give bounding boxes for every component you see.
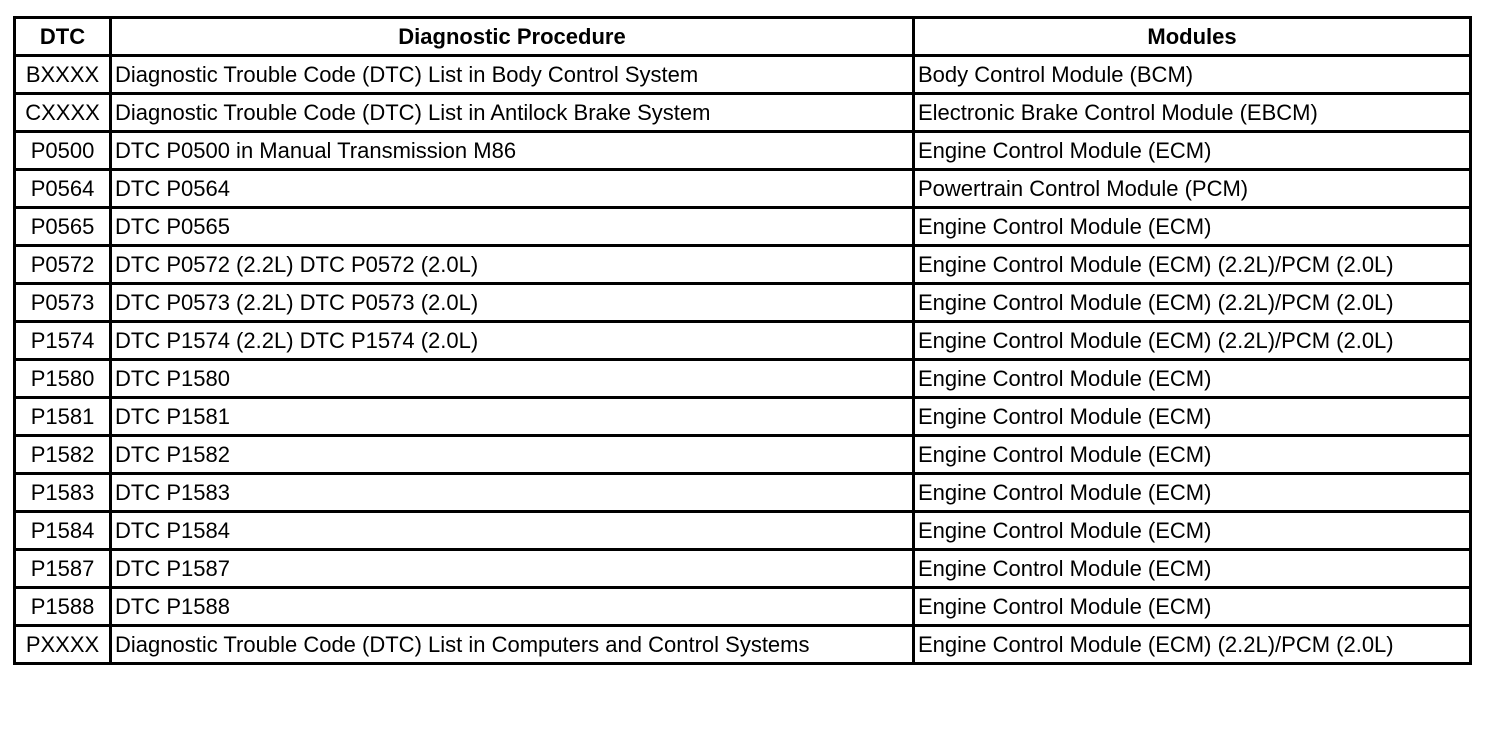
table-body <box>15 56 1471 664</box>
procedure-cell: Diagnostic Trouble Code (DTC) List in Computers and Control Systems <box>111 626 914 664</box>
modules-cell: Engine Control Module (ECM) <box>914 208 1471 246</box>
procedure-cell: DTC P1580 <box>111 360 914 398</box>
modules-cell: Electronic Brake Control Module (EBCM) <box>914 94 1471 132</box>
dtc-table <box>13 16 1472 665</box>
modules-cell: Engine Control Module (ECM) <box>914 436 1471 474</box>
procedure-cell: DTC P0564 <box>111 170 914 208</box>
table-row <box>15 512 1471 550</box>
procedure-cell: DTC P1587 <box>111 550 914 588</box>
procedure-cell: Diagnostic Trouble Code (DTC) List in Body Control System <box>111 56 914 94</box>
dtc-cell: P1581 <box>15 398 111 436</box>
dtc-cell: P1574 <box>15 322 111 360</box>
table-row <box>15 170 1471 208</box>
procedure-cell: DTC P1584 <box>111 512 914 550</box>
modules-cell: Engine Control Module (ECM) (2.2L)/PCM (2.0L) <box>914 626 1471 664</box>
table-row <box>15 588 1471 626</box>
table-row <box>15 284 1471 322</box>
table-row <box>15 626 1471 664</box>
modules-cell: Engine Control Module (ECM) <box>914 132 1471 170</box>
dtc-cell: CXXXX <box>15 94 111 132</box>
table-row <box>15 550 1471 588</box>
dtc-cell: BXXXX <box>15 56 111 94</box>
procedure-cell: DTC P1581 <box>111 398 914 436</box>
table-row <box>15 322 1471 360</box>
table-header <box>15 18 1471 56</box>
procedure-cell: DTC P1582 <box>111 436 914 474</box>
procedure-cell: DTC P0565 <box>111 208 914 246</box>
procedure-cell: Diagnostic Trouble Code (DTC) List in Antilock Brake System <box>111 94 914 132</box>
table-row <box>15 56 1471 94</box>
table-row <box>15 132 1471 170</box>
dtc-cell: PXXXX <box>15 626 111 664</box>
modules-cell: Engine Control Module (ECM) <box>914 360 1471 398</box>
procedure-cell: DTC P0572 (2.2L) DTC P0572 (2.0L) <box>111 246 914 284</box>
header-row <box>15 18 1471 56</box>
modules-cell: Engine Control Module (ECM) (2.2L)/PCM (2.0L) <box>914 322 1471 360</box>
modules-cell: Engine Control Module (ECM) <box>914 512 1471 550</box>
header-modules: Modules <box>914 18 1471 56</box>
procedure-cell: DTC P0573 (2.2L) DTC P0573 (2.0L) <box>111 284 914 322</box>
dtc-cell: P0572 <box>15 246 111 284</box>
dtc-cell: P1587 <box>15 550 111 588</box>
modules-cell: Engine Control Module (ECM) <box>914 550 1471 588</box>
table-row <box>15 360 1471 398</box>
modules-cell: Engine Control Module (ECM) (2.2L)/PCM (2.0L) <box>914 246 1471 284</box>
table-row <box>15 208 1471 246</box>
dtc-cell: P1588 <box>15 588 111 626</box>
dtc-cell: P1584 <box>15 512 111 550</box>
table-row <box>15 94 1471 132</box>
dtc-cell: P0565 <box>15 208 111 246</box>
table-row <box>15 474 1471 512</box>
dtc-cell: P0500 <box>15 132 111 170</box>
dtc-cell: P1582 <box>15 436 111 474</box>
modules-cell: Body Control Module (BCM) <box>914 56 1471 94</box>
table-row <box>15 398 1471 436</box>
modules-cell: Engine Control Module (ECM) <box>914 398 1471 436</box>
table-row <box>15 436 1471 474</box>
modules-cell: Engine Control Module (ECM) <box>914 588 1471 626</box>
table-row <box>15 246 1471 284</box>
header-procedure: Diagnostic Procedure <box>111 18 914 56</box>
procedure-cell: DTC P1588 <box>111 588 914 626</box>
procedure-cell: DTC P0500 in Manual Transmission M86 <box>111 132 914 170</box>
dtc-cell: P1580 <box>15 360 111 398</box>
header-dtc: DTC <box>15 18 111 56</box>
modules-cell: Engine Control Module (ECM) (2.2L)/PCM (2.0L) <box>914 284 1471 322</box>
dtc-cell: P0573 <box>15 284 111 322</box>
procedure-cell: DTC P1574 (2.2L) DTC P1574 (2.0L) <box>111 322 914 360</box>
procedure-cell: DTC P1583 <box>111 474 914 512</box>
modules-cell: Engine Control Module (ECM) <box>914 474 1471 512</box>
modules-cell: Powertrain Control Module (PCM) <box>914 170 1471 208</box>
dtc-cell: P1583 <box>15 474 111 512</box>
dtc-cell: P0564 <box>15 170 111 208</box>
